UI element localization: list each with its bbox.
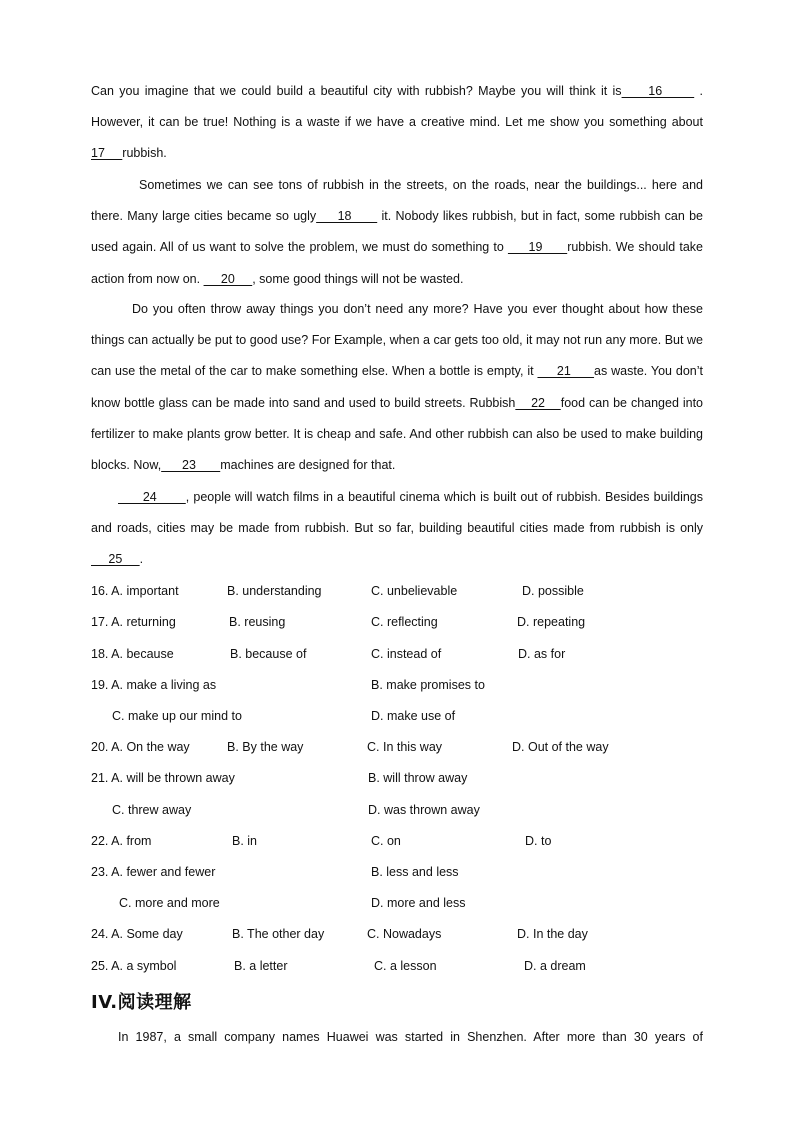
- paragraph-4: [91, 482, 703, 576]
- paragraph-3: [91, 294, 703, 481]
- option-c: C. threw away: [112, 803, 192, 817]
- option-a: 20. A. On the way: [91, 740, 190, 754]
- text: .: [139, 552, 144, 567]
- option-d: D. make use of: [371, 709, 456, 723]
- option-a: 25. A. a symbol: [91, 959, 177, 973]
- option-row: [0, 956, 794, 976]
- blank-16: 16: [621, 84, 695, 98]
- option-b: B. in: [232, 834, 258, 848]
- option-d: D. more and less: [371, 896, 466, 910]
- option-a: 22. A. from: [91, 834, 152, 848]
- option-c: C. instead of: [371, 647, 442, 661]
- text: machines are designed for that.: [220, 458, 396, 473]
- option-d: D. In the day: [517, 927, 588, 941]
- option-a: 16. A. important: [91, 584, 179, 598]
- blank-23: 23: [161, 458, 221, 473]
- text: food can be changed into fertilizer to make plants grow better. It is cheap and safe. And other rubbish can also be used to make building blocks. Now,: [91, 395, 703, 473]
- option-row: [0, 831, 794, 851]
- text: Sometimes we can see tons of rubbish in the streets, on the roads, near the buildings... here and there. Many large cities became so ugly: [91, 178, 703, 224]
- option-a: 17. A. returning: [91, 615, 176, 629]
- option-b: B. reusing: [229, 615, 286, 629]
- text: it. Nobody likes rubbish, but in fact, some rubbish can be used again. All of us want to solve the problem, we must do something to: [91, 209, 703, 255]
- paragraph-2: [91, 170, 703, 295]
- option-b: B. understanding: [227, 584, 322, 598]
- option-d: D. repeating: [517, 615, 586, 629]
- option-c: C. make up our mind to: [112, 709, 242, 723]
- option-c: C. a lesson: [374, 959, 437, 973]
- text: rubbish. We should take action from now on.: [91, 240, 704, 286]
- text: rubbish.: [122, 146, 167, 161]
- option-row: [0, 768, 794, 788]
- option-d: D. possible: [522, 584, 584, 598]
- blank-17: 17: [91, 146, 123, 161]
- option-row: [0, 612, 794, 632]
- option-c: C. on: [371, 834, 401, 848]
- section-heading: IV.阅读理解: [91, 992, 192, 1013]
- option-b: B. make promises to: [371, 678, 485, 692]
- blank-19: 19: [507, 240, 568, 255]
- option-b: B. because of: [230, 647, 307, 661]
- text: Can you imagine that we could build a beautiful city with rubbish? Maybe you will think it is: [91, 84, 622, 98]
- paragraph-1: [91, 76, 703, 170]
- option-row: [0, 644, 794, 664]
- option-row: [0, 706, 794, 726]
- option-row: [0, 924, 794, 944]
- option-d: D. to: [525, 834, 552, 848]
- option-c: C. In this way: [367, 740, 443, 754]
- option-c: C. unbelievable: [371, 584, 458, 598]
- option-row: [0, 737, 794, 757]
- blank-22: 22: [515, 395, 561, 410]
- option-a: 18. A. because: [91, 647, 174, 661]
- option-c: C. Nowadays: [367, 927, 442, 941]
- option-d: D. a dream: [524, 959, 586, 973]
- text: . However, it can be true! Nothing is a waste if we have a creative mind. Let me show you something about: [91, 84, 703, 130]
- option-b: B. less and less: [371, 865, 459, 879]
- reading-intro: In 1987, a small company names Huawei was started in Shenzhen. After more than 30 years of: [118, 1030, 703, 1044]
- option-a: 19. A. make a living as: [91, 678, 217, 692]
- option-row: [0, 862, 794, 882]
- option-a: 21. A. will be thrown away: [91, 771, 235, 785]
- option-c: C. more and more: [119, 896, 220, 910]
- blank-18: 18: [316, 209, 378, 224]
- option-b: B. a letter: [234, 959, 288, 973]
- blank-25: 25: [91, 552, 140, 567]
- text: , some good things will not be wasted.: [252, 271, 464, 286]
- option-b: B. The other day: [232, 927, 325, 941]
- option-a: 23. A. fewer and fewer: [91, 865, 216, 879]
- option-row: [0, 581, 794, 601]
- blank-24: 24: [118, 490, 186, 504]
- blank-21: 21: [537, 364, 595, 379]
- blank-20: 20: [203, 271, 253, 286]
- option-row: [0, 675, 794, 695]
- option-a: 24. A. Some day: [91, 927, 183, 941]
- option-d: D. Out of the way: [512, 740, 609, 754]
- option-row: [0, 893, 794, 913]
- option-d: D. as for: [518, 647, 566, 661]
- option-c: C. reflecting: [371, 615, 438, 629]
- option-b: B. will throw away: [368, 771, 468, 785]
- option-d: D. was thrown away: [368, 803, 480, 817]
- option-b: B. By the way: [227, 740, 304, 754]
- text: , people will watch films in a beautiful cinema which is built out of rubbish. Besides buildings and roads, cities may be made from rubbish. But so far, building beautiful cities made from rubbish is only: [91, 490, 703, 536]
- text: Do you often throw away things you don’t need any more? Have you ever thought about how these things can actually be put to good use? For Example, when a car gets too old, it may not run any more. But we can use the metal of the car to make something else. When a bottle is empty, it: [91, 302, 703, 379]
- option-row: [0, 800, 794, 820]
- text: as waste. You don’t know bottle glass can be made into sand and used to build streets. Rubbish: [91, 364, 703, 410]
